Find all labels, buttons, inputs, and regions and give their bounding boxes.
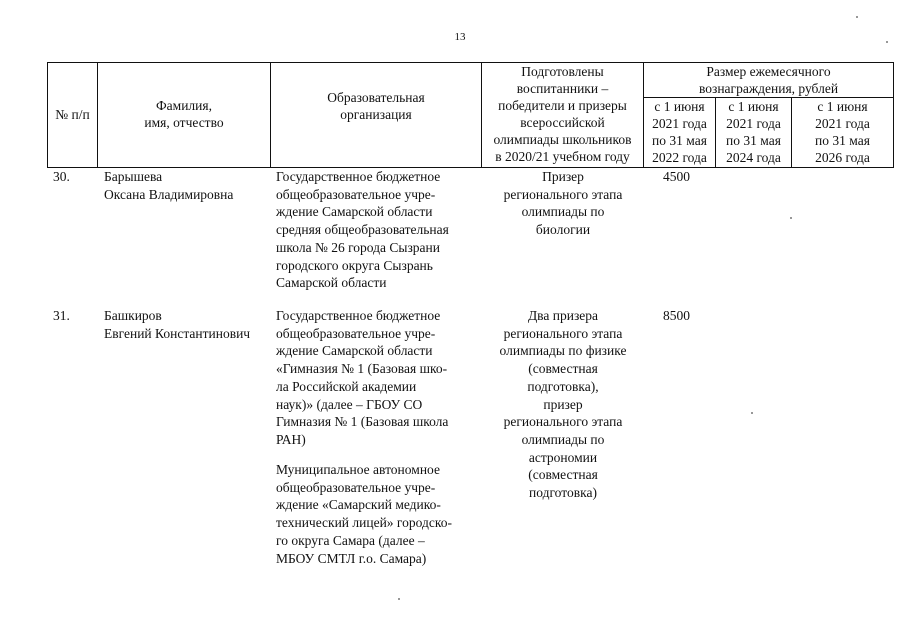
header-name-line2: имя, отчество — [144, 115, 224, 130]
header-org-line2: организация — [340, 107, 412, 122]
row-31-organization-1 — [276, 307, 476, 449]
period-line: по 31 мая — [815, 133, 870, 148]
row-31-person — [104, 307, 276, 342]
org-line: Муниципальное автономное — [276, 462, 440, 477]
given-names: Оксана Владимировна — [104, 186, 234, 202]
org-line: общеобразовательное учре- — [276, 479, 436, 495]
scan-speck — [751, 412, 753, 414]
org-line: Государственное бюджетное — [276, 169, 441, 184]
header-award-title — [644, 63, 893, 97]
row-31-amount: 8500 — [663, 308, 690, 323]
achievement-line: подготовка), — [527, 378, 599, 394]
achievement-line: регионального этапа — [503, 186, 623, 202]
org-line: Государственное бюджетное — [276, 308, 441, 323]
surname: Башкиров — [104, 308, 162, 323]
header-org — [271, 89, 481, 123]
period-line: 2022 года — [652, 150, 707, 165]
header-award-title-line1: Размер ежемесячного — [706, 64, 831, 79]
org-line: Гимназия № 1 (Базовая школа — [276, 414, 449, 430]
period-line: с 1 июня — [654, 99, 705, 114]
row-30-num: 30. — [53, 169, 70, 184]
period-line: 2021 года — [815, 116, 870, 131]
org-line: МБОУ СМТЛ г.о. Самара) — [276, 550, 427, 566]
period-line: 2021 года — [652, 116, 707, 131]
achievement-line: Два призера — [527, 308, 599, 323]
org-line: общеобразовательное учре- — [276, 186, 436, 202]
achievement-line: олимпиады по — [521, 431, 605, 447]
header-right-border — [893, 62, 894, 168]
header-period-2022 — [644, 98, 715, 166]
org-line: наук)» (далее – ГБОУ СО — [276, 396, 423, 412]
header-org-line1: Образовательная — [327, 90, 425, 105]
org-line: средняя общеобразовательная — [276, 222, 449, 238]
given-names: Евгений Константинович — [104, 325, 251, 341]
scan-speck — [398, 598, 400, 600]
org-line: общеобразовательное учре- — [276, 325, 436, 341]
period-line: 2026 года — [815, 150, 870, 165]
achievement-line: (совместная — [528, 361, 598, 377]
scan-speck — [886, 41, 888, 43]
header-num: № п/п — [55, 107, 90, 122]
header-prepared-line: Подготовлены — [521, 64, 604, 79]
achievement-line: подготовка) — [529, 485, 597, 501]
header-name-line1: Фамилия, — [156, 98, 212, 113]
header-prepared — [482, 63, 643, 165]
header-prepared-line: воспитанники – — [516, 81, 609, 96]
header-period-2024 — [716, 98, 791, 166]
period-line: по 31 мая — [726, 133, 781, 148]
row-30-amount: 4500 — [663, 169, 690, 184]
achievement-line: олимпиады по — [521, 204, 605, 220]
achievement-line: олимпиады по физике — [499, 343, 627, 359]
table-header — [47, 62, 894, 168]
header-period-2026 — [792, 98, 893, 166]
row-31-num: 31. — [53, 308, 70, 323]
header-prepared-line: победители и призеры — [498, 98, 627, 113]
surname: Барышева — [104, 169, 163, 184]
page-number: 13 — [454, 31, 466, 43]
org-line: технический лицей» городско- — [276, 515, 452, 531]
achievement-line: регионального этапа — [503, 414, 623, 430]
row-31-organization-2 — [276, 461, 476, 567]
achievement-line: Призер — [542, 169, 584, 184]
row-30-organization — [276, 168, 476, 292]
achievement-line: регионального этапа — [503, 325, 623, 341]
period-line: с 1 июня — [817, 99, 868, 114]
org-line: ждение «Самарский медико- — [276, 497, 441, 513]
org-line: Самарской области — [276, 275, 387, 291]
scan-speck — [790, 217, 792, 219]
scan-speck — [856, 16, 858, 18]
org-line: ждение Самарской области — [276, 204, 433, 220]
org-line: школа № 26 города Сызрани — [276, 239, 440, 255]
achievement-line: биологии — [535, 222, 591, 238]
header-prepared-line: олимпиады школьников — [493, 132, 632, 147]
period-line: с 1 июня — [728, 99, 779, 114]
header-award-title-line2: вознаграждения, рублей — [698, 81, 839, 96]
achievement-line: (совместная — [528, 467, 598, 483]
row-30-achievements — [484, 168, 642, 239]
org-line: го округа Самара (далее – — [276, 532, 425, 548]
header-prepared-line: в 2020/21 учебном году — [495, 149, 630, 164]
org-line: РАН) — [276, 431, 306, 447]
header-name — [98, 97, 270, 131]
period-line: по 31 мая — [652, 133, 707, 148]
header-prepared-line: всероссийской — [520, 115, 605, 130]
org-line: ла Российской академии — [276, 378, 417, 394]
row-30-person — [104, 168, 274, 203]
row-31-achievements — [484, 307, 642, 502]
period-line: 2021 года — [726, 116, 781, 131]
org-line: ждение Самарской области — [276, 343, 433, 359]
achievement-line: астрономии — [528, 449, 598, 465]
achievement-line: призер — [543, 396, 583, 412]
period-line: 2024 года — [726, 150, 781, 165]
org-line: «Гимназия № 1 (Базовая шко- — [276, 361, 448, 377]
org-line: городского округа Сызрань — [276, 257, 433, 273]
